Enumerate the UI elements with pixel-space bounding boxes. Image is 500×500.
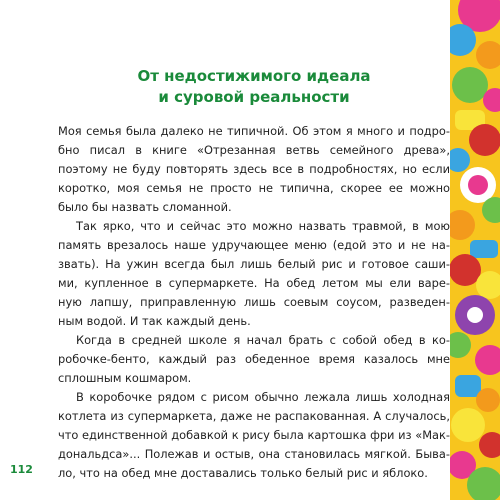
text-line: В коробочке рядом с рисом обычно лежала лишь холодная (76, 390, 450, 404)
candy-decoration-icon (450, 0, 500, 500)
chapter-heading-line-2: и суровой реальности (158, 88, 350, 106)
text-line: Когда в средней школе я начал брать с собой обед в ко- (76, 333, 450, 347)
text-line: ным водой. И так каждый день. (58, 314, 251, 328)
text-line: что единственной добавкой к рису была картошка фри из «Мак- (58, 428, 450, 442)
text-line: сплошным кошмаром. (58, 371, 192, 385)
text-line: память врезалось наше удручающее меню (едой это и не на- (58, 238, 450, 252)
text-line: робочке-бенто, каждый раз обеденное время казалось мне (58, 352, 450, 366)
text-line: было бы назвать сломанной. (58, 200, 232, 214)
text-line: звать). На ужин всегда был лишь белый рис и готовое саши- (58, 257, 450, 271)
chapter-heading (58, 66, 450, 108)
text-line: ло, что на обед мне доставались только белый рис и яблоко. (58, 466, 428, 480)
chapter-heading-line-1: От недостижимого идеала (137, 67, 371, 85)
text-line: дональдса»... Полежав и остыв, она становилась мягкой. Быва- (58, 447, 450, 461)
text-line: ми, купленное в супермаркете. На обед летом мы ели варе- (58, 276, 450, 290)
text-line: котлета из супермаркета, даже не распакованная. А случалось, (58, 409, 450, 423)
text-line: ную лапшу, приправленную лишь соевым соусом, разведен- (58, 295, 450, 309)
text-line: поэтому не буду повторять здесь все в подробностях, но если (58, 162, 450, 176)
text-line: Так ярко, что и сейчас это можно назвать травмой, в мою (76, 219, 450, 233)
text-line: Моя семья была далеко не типичной. Об этом я много и подро- (58, 124, 450, 138)
text-line: бно писал в книге «Отрезанная ветвь семейного древа», (58, 143, 450, 157)
text-line: коротко, моя семья не просто не типична, скорее ее можно (58, 181, 450, 195)
page-number: 112 (10, 463, 33, 476)
colorful-candy-image (450, 0, 500, 500)
body-text (58, 122, 450, 483)
